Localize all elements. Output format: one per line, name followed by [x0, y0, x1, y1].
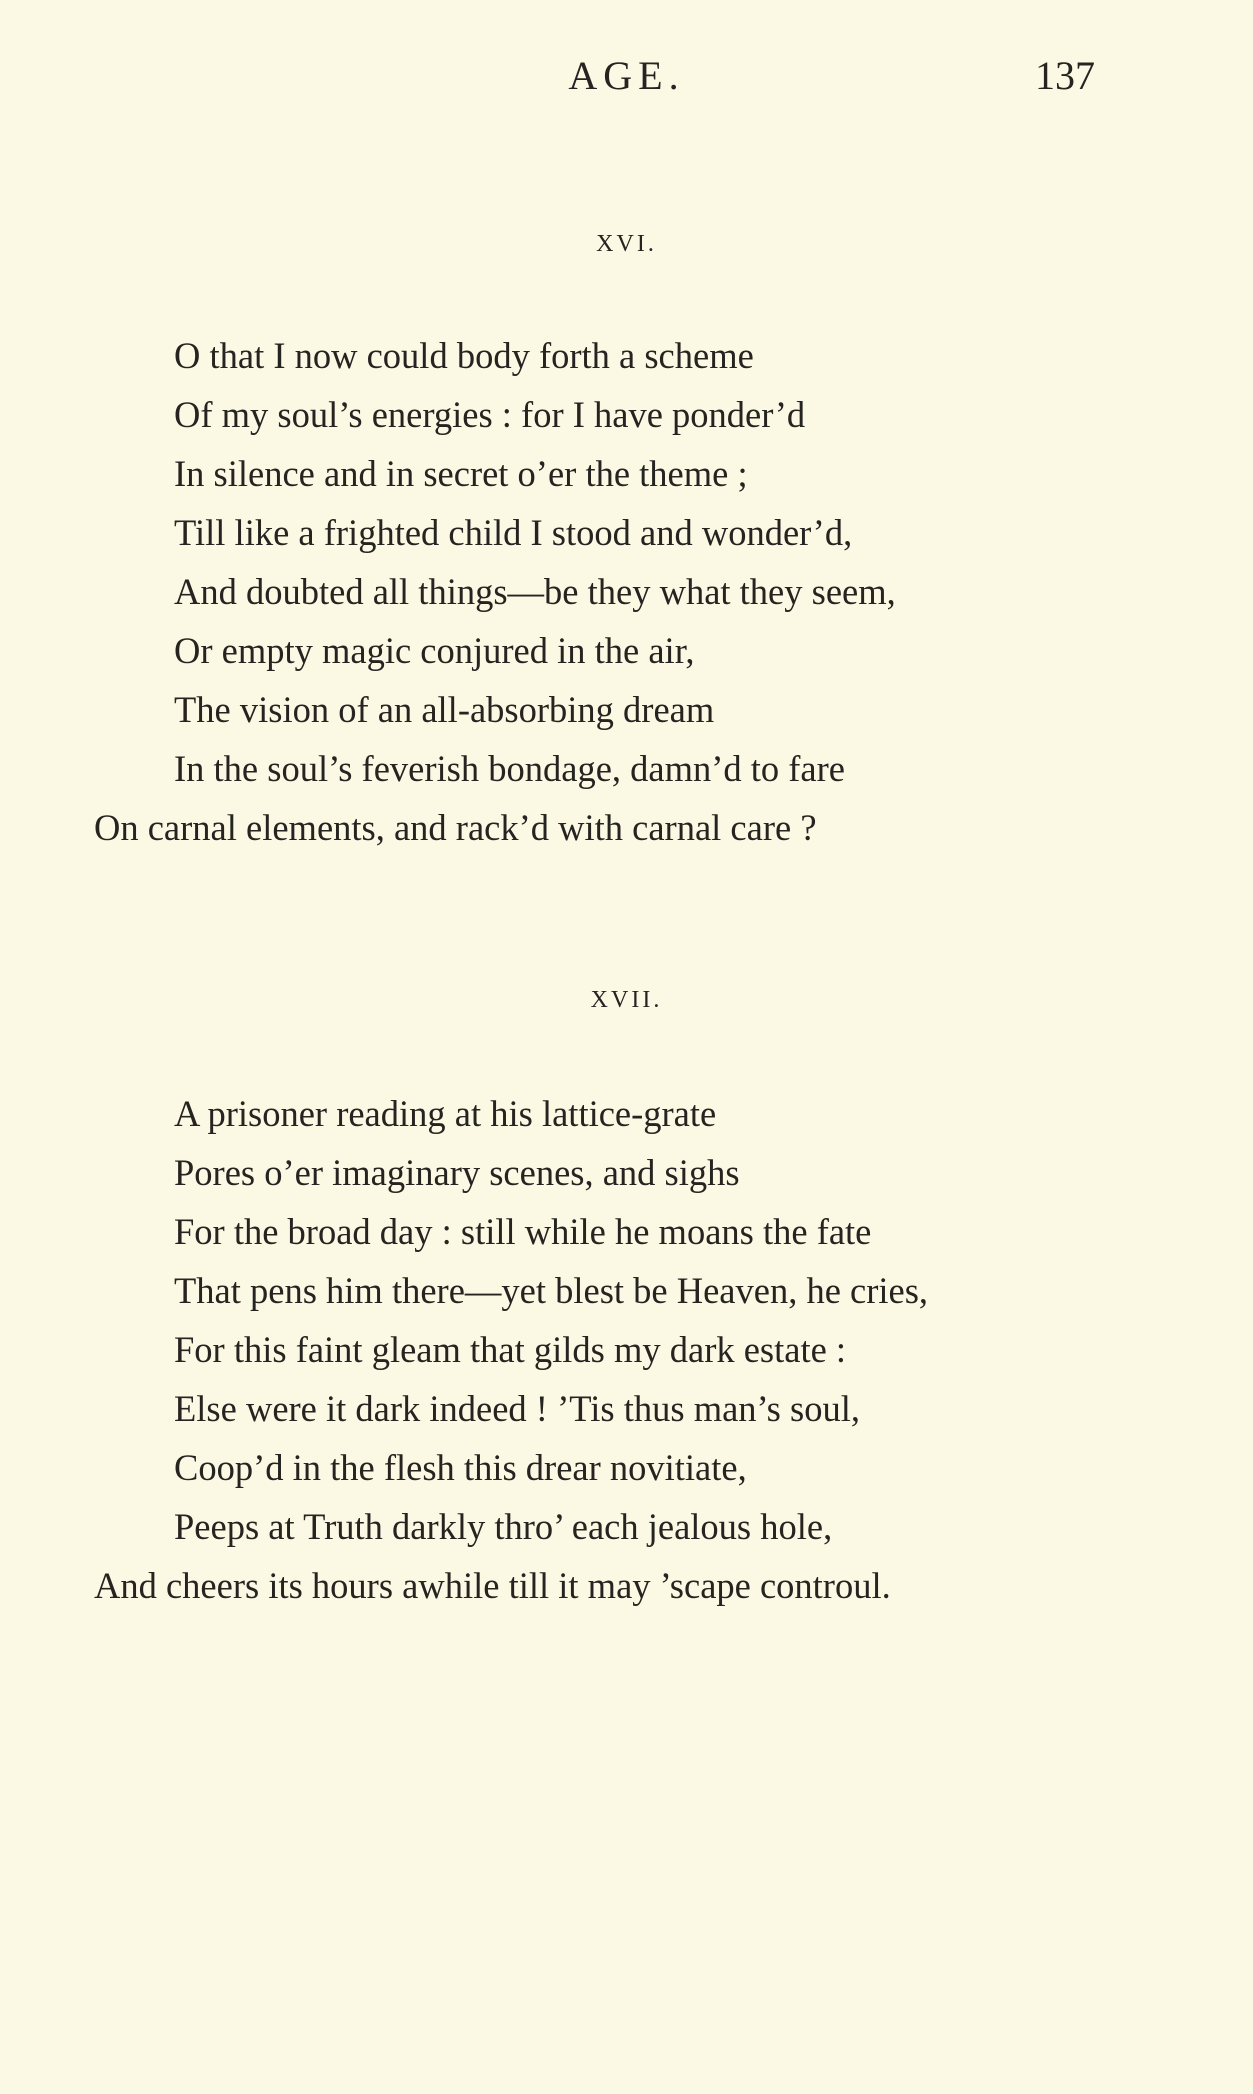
verse-line: In silence and in secret o’er the theme ;: [174, 453, 748, 494]
verse-line: Coop’d in the flesh this drear novitiate,: [174, 1447, 747, 1488]
verse-line: Till like a frighted child I stood and wonder’d,: [174, 512, 853, 553]
page-number: 137: [1035, 53, 1095, 98]
verse-line: Or empty magic conjured in the air,: [174, 630, 695, 671]
verse-line: Pores o’er imaginary scenes, and sighs: [174, 1152, 740, 1193]
verse-line: On carnal elements, and rack’d with carnal care ?: [94, 807, 817, 848]
verse-line: Else were it dark indeed ! ’Tis thus man’s soul,: [174, 1388, 860, 1429]
verse-line: O that I now could body forth a scheme: [174, 335, 754, 376]
verse-line: In the soul’s feverish bondage, damn’d to fare: [174, 748, 845, 789]
verse-line: For this faint gleam that gilds my dark estate :: [174, 1329, 847, 1370]
stanza-number: XVI.: [596, 231, 657, 257]
verse-line: Of my soul’s energies : for I have ponder’d: [174, 394, 806, 435]
stanza-number: XVII.: [590, 987, 663, 1013]
verse-line: And cheers its hours awhile till it may ’scape controul.: [94, 1565, 891, 1606]
verse-line: Peeps at Truth darkly thro’ each jealous hole,: [174, 1506, 833, 1547]
verse-line: That pens him there—yet blest be Heaven, he cries,: [174, 1270, 929, 1311]
running-head: AGE.: [568, 53, 685, 98]
verse-line: For the broad day : still while he moans the fate: [174, 1211, 872, 1252]
verse-line: And doubted all things—be they what they seem,: [174, 571, 896, 612]
verse-line: The vision of an all-absorbing dream: [174, 689, 715, 730]
verse-line: A prisoner reading at his lattice-grate: [174, 1093, 717, 1134]
